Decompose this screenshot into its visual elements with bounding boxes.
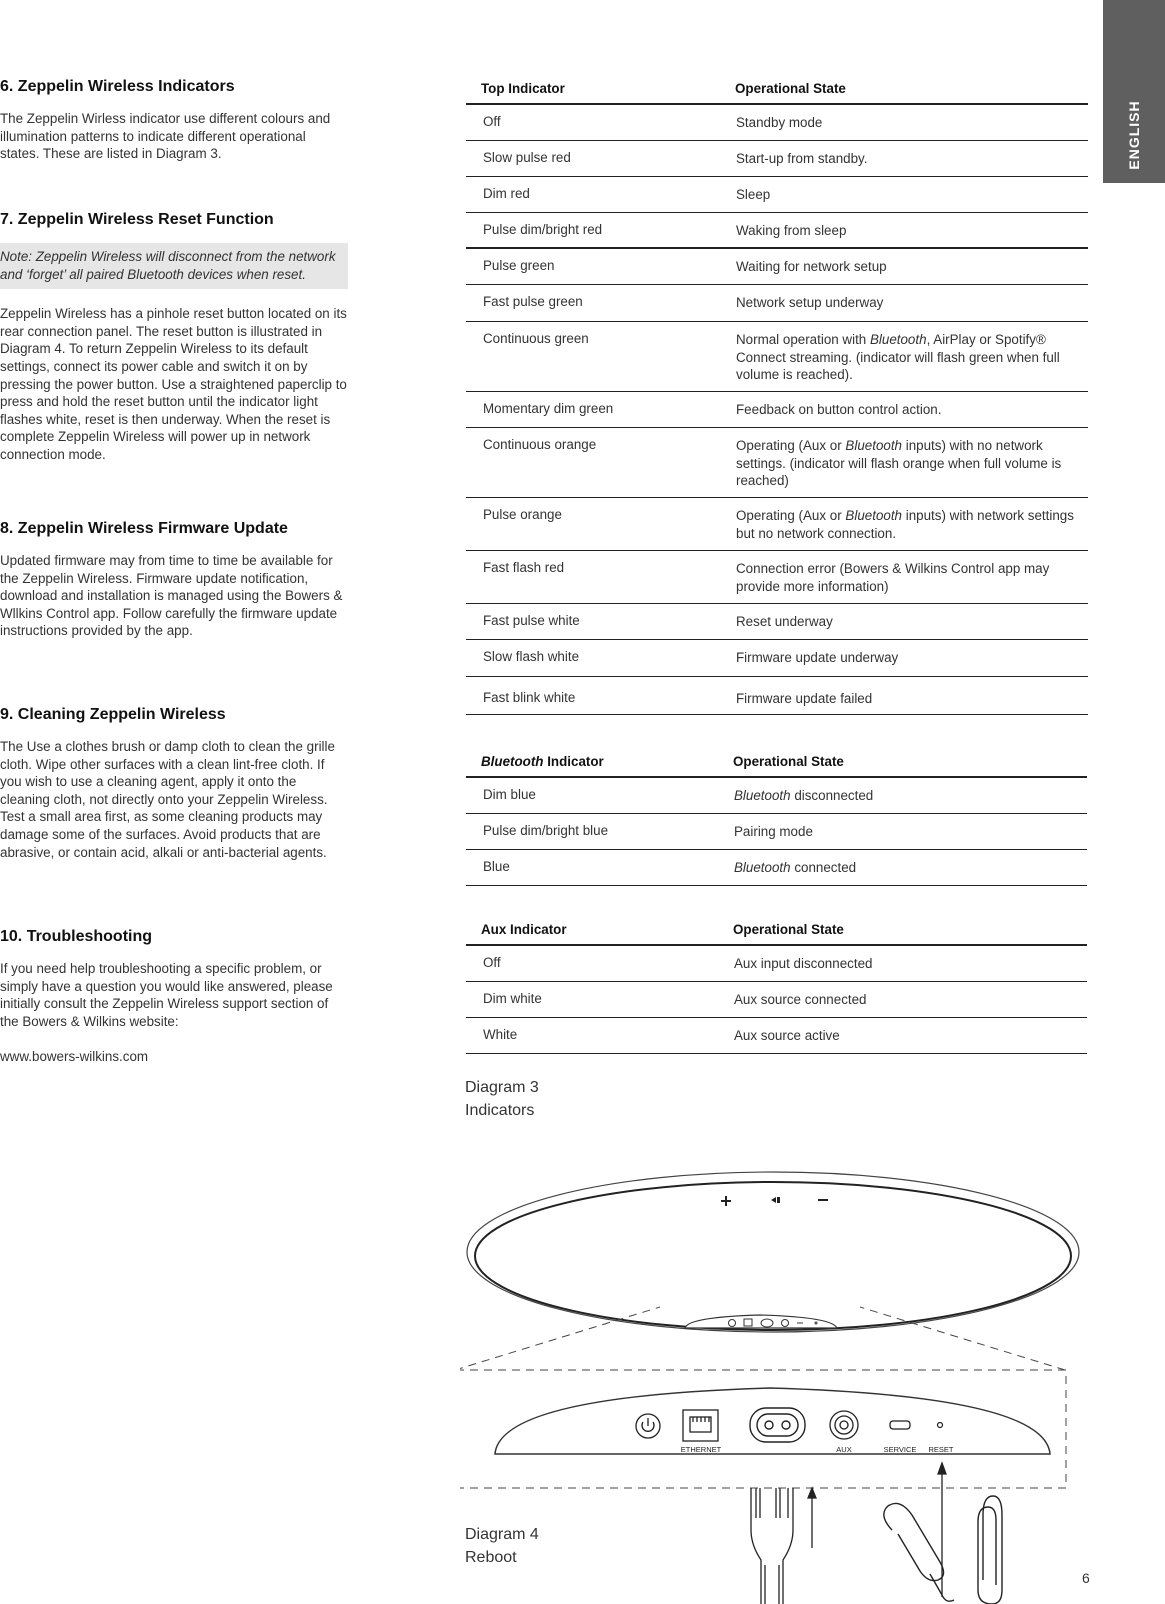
volume-plus-icon	[721, 1196, 731, 1206]
table-row	[466, 604, 1088, 640]
header-indicator: Top Indicator	[481, 81, 565, 96]
bluetooth-word: Bluetooth	[845, 438, 903, 453]
table-row	[466, 677, 1088, 715]
state-cell: Aux source active	[734, 1028, 840, 1043]
state-cell: Operating (Aux or Bluetooth inputs) with network settings but no network connection.	[736, 508, 1074, 541]
indicator-cell: Off	[483, 955, 501, 970]
speaker-outline	[467, 1172, 1079, 1332]
header-state: Operational State	[735, 81, 846, 96]
table-row	[466, 1018, 1087, 1054]
aux-indicator-table	[466, 918, 1087, 1054]
bluetooth-word: Bluetooth	[734, 788, 791, 803]
table-row	[466, 105, 1088, 141]
section-firmware	[0, 520, 348, 640]
indicator-cell: Slow pulse red	[483, 150, 571, 165]
aux-label: AUX	[836, 1445, 852, 1454]
state-cell: Aux source connected	[734, 992, 867, 1007]
state-cell: Firmware update failed	[736, 691, 873, 706]
section-title: 10. Troubleshooting	[0, 928, 153, 945]
table-row	[466, 778, 1087, 814]
table-row	[466, 814, 1087, 850]
header-indicator: Aux Indicator	[481, 922, 567, 937]
indicator-cell: Pulse orange	[483, 507, 562, 522]
state-cell: Aux input disconnected	[734, 956, 873, 971]
section-title: 9. Cleaning Zeppelin Wireless	[0, 706, 226, 723]
section-reset	[0, 211, 348, 464]
section-title: 8. Zeppelin Wireless Firmware Update	[0, 520, 288, 537]
table-row	[466, 850, 1087, 886]
bluetooth-word: Bluetooth	[845, 508, 903, 523]
header-state: Operational State	[733, 922, 844, 937]
indicator-cell: Dim blue	[483, 787, 536, 802]
state-cell: Reset underway	[736, 614, 833, 629]
state-cell: Waiting for network setup	[736, 259, 887, 274]
table-header	[466, 918, 1087, 946]
state-cell: Start-up from standby.	[736, 151, 868, 166]
table-row	[466, 249, 1088, 285]
table-row	[466, 322, 1088, 392]
state-cell: Connection error (Bowers & Wilkins Control app may provide more information)	[736, 561, 1050, 594]
state-cell: Bluetooth connected	[734, 860, 857, 875]
section-paragraph: Updated firmware may from time to time be available for the Zeppelin Wireless. Firmware update notification, download and installation is managed using the Bowers & Wllkins Control app. Follow carefully the firmware update instructions provided by the app.	[0, 553, 343, 639]
state-cell: Network setup underway	[736, 295, 884, 310]
indicator-cell: Fast pulse green	[483, 294, 583, 309]
indicator-cell: Fast blink white	[483, 690, 576, 705]
state-cell: Feedback on button control action.	[736, 402, 942, 417]
indicator-cell: Dim white	[483, 991, 542, 1006]
service-label: SERVICE	[883, 1445, 917, 1454]
state-cell: Normal operation with Bluetooth, AirPlay or Spotify® Connect streaming. (indicator will flash green when full volume is reached).	[736, 332, 1060, 383]
reboot-diagram	[460, 1170, 1100, 1604]
table-row	[466, 285, 1088, 322]
table-row	[466, 177, 1088, 213]
table-row	[466, 498, 1088, 551]
paperclip-straightened-icon	[884, 1503, 954, 1601]
diagram3-caption	[465, 1076, 539, 1122]
table-row	[466, 428, 1088, 498]
diagram4-caption	[465, 1523, 539, 1569]
indicator-cell: Fast pulse white	[483, 613, 580, 628]
table-row	[466, 213, 1088, 249]
header-state: Operational State	[733, 754, 844, 769]
indicator-cell: Continuous green	[483, 331, 589, 346]
section-title: 6. Zeppelin Wireless Indicators	[0, 78, 235, 95]
indicator-cell: Pulse dim/bright blue	[483, 823, 609, 838]
state-cell: Bluetooth disconnected	[734, 788, 874, 803]
header-bluetooth: Bluetooth	[481, 754, 544, 769]
indicator-cell: Off	[483, 114, 501, 129]
top-indicator-table	[466, 77, 1088, 715]
indicator-cell: Continuous orange	[483, 437, 597, 452]
indicator-cell: Momentary dim green	[483, 401, 614, 416]
section-paragraph: The Use a clothes brush or damp cloth to clean the grille cloth. Wipe other surfaces with a clean lint-free cloth. If you wish to use a cleaning agent, apply it onto the cleaning cloth, not directly onto your Zeppelin Wireless. Test a small area first, as some cleaning products may damage some of the surfaces. Avoid products that are abrasive, or contain acid, alkali or anti-bacterial agents.	[0, 739, 335, 860]
indicator-cell: Pulse dim/bright red	[483, 222, 603, 237]
indicator-cell: Blue	[483, 859, 510, 874]
diagram4-title: Diagram 4	[465, 1526, 539, 1543]
bluetooth-word: Bluetooth	[869, 332, 927, 347]
table-row	[466, 141, 1088, 177]
indicator-cell: Fast flash red	[483, 560, 565, 575]
section-troubleshooting	[0, 928, 348, 1066]
table-row	[466, 982, 1087, 1018]
play-pause-icon	[771, 1197, 780, 1203]
table-row	[466, 551, 1088, 604]
table-row	[466, 946, 1087, 982]
state-cell: Waking from sleep	[736, 223, 847, 238]
section-cleaning	[0, 706, 348, 861]
header-indicator	[481, 754, 604, 769]
indicator-cell: Slow flash white	[483, 649, 580, 664]
diagram3-title: Diagram 3	[465, 1079, 539, 1096]
page-number: 6	[1082, 1570, 1090, 1586]
section-paragraph: The Zeppelin Wirless indicator use different colours and illumination patterns to indicate different operational states. These are listed in Diagram 3.	[0, 111, 331, 162]
state-cell: Standby mode	[736, 115, 823, 130]
state-cell: Pairing mode	[734, 824, 813, 839]
ethernet-label: ETHERNET	[680, 1445, 722, 1454]
diagram4-subtitle: Reboot	[465, 1549, 517, 1566]
section-paragraph: Zeppelin Wireless has a pinhole reset button located on its rear connection panel. The reset button is illustrated in Diagram 4. To return Zeppelin Wireless to its default settings, connect its power cable and switch it on by pressing the power button. Use a straightened paperclip to press and hold the reset button until the indicator light flashes white, reset is then underway. When the reset is complete Zeppelin Wireless will power up in network connection mode.	[0, 306, 347, 462]
section-indicators	[0, 78, 348, 163]
arrow-up-icon	[808, 1488, 816, 1548]
state-cell: Sleep	[736, 187, 771, 202]
table-row	[466, 392, 1088, 428]
reset-label: RESET	[928, 1445, 954, 1454]
indicator-cell: Pulse green	[483, 258, 555, 273]
paperclip-icon	[978, 1496, 1002, 1604]
section-paragraph: If you need help troubleshooting a specific problem, or simply have a question you would like answered, please initially consult the Zeppelin Wireless support section of the Bowers & Wilkins website:	[0, 961, 333, 1029]
state-cell: Firmware update underway	[736, 650, 899, 665]
power-cable-icon	[751, 1488, 793, 1604]
rear-panel-large	[495, 1388, 1050, 1454]
diagram3-subtitle: Indicators	[465, 1102, 535, 1119]
language-tab	[1103, 0, 1165, 183]
table-header	[466, 77, 1088, 105]
reset-note: Note: Zeppelin Wireless will disconnect from the network and ‘forget’ all paired Bluetooth devices when reset.	[0, 243, 348, 289]
table-header	[466, 750, 1087, 778]
indicator-cell: Dim red	[483, 186, 530, 201]
table-row	[466, 640, 1088, 677]
section-title: 7. Zeppelin Wireless Reset Function	[0, 211, 274, 228]
state-cell: Operating (Aux or Bluetooth inputs) with no network settings. (indicator will flash orange when full volume is reached)	[736, 438, 1062, 489]
indicator-cell: White	[483, 1027, 518, 1042]
bluetooth-indicator-table	[466, 750, 1087, 886]
website-link[interactable]: www.bowers-wilkins.com	[0, 1049, 149, 1065]
bluetooth-word: Bluetooth	[734, 860, 791, 875]
header-indicator-rest: Indicator	[543, 754, 604, 769]
language-tab-label: ENGLISH	[1126, 100, 1142, 170]
